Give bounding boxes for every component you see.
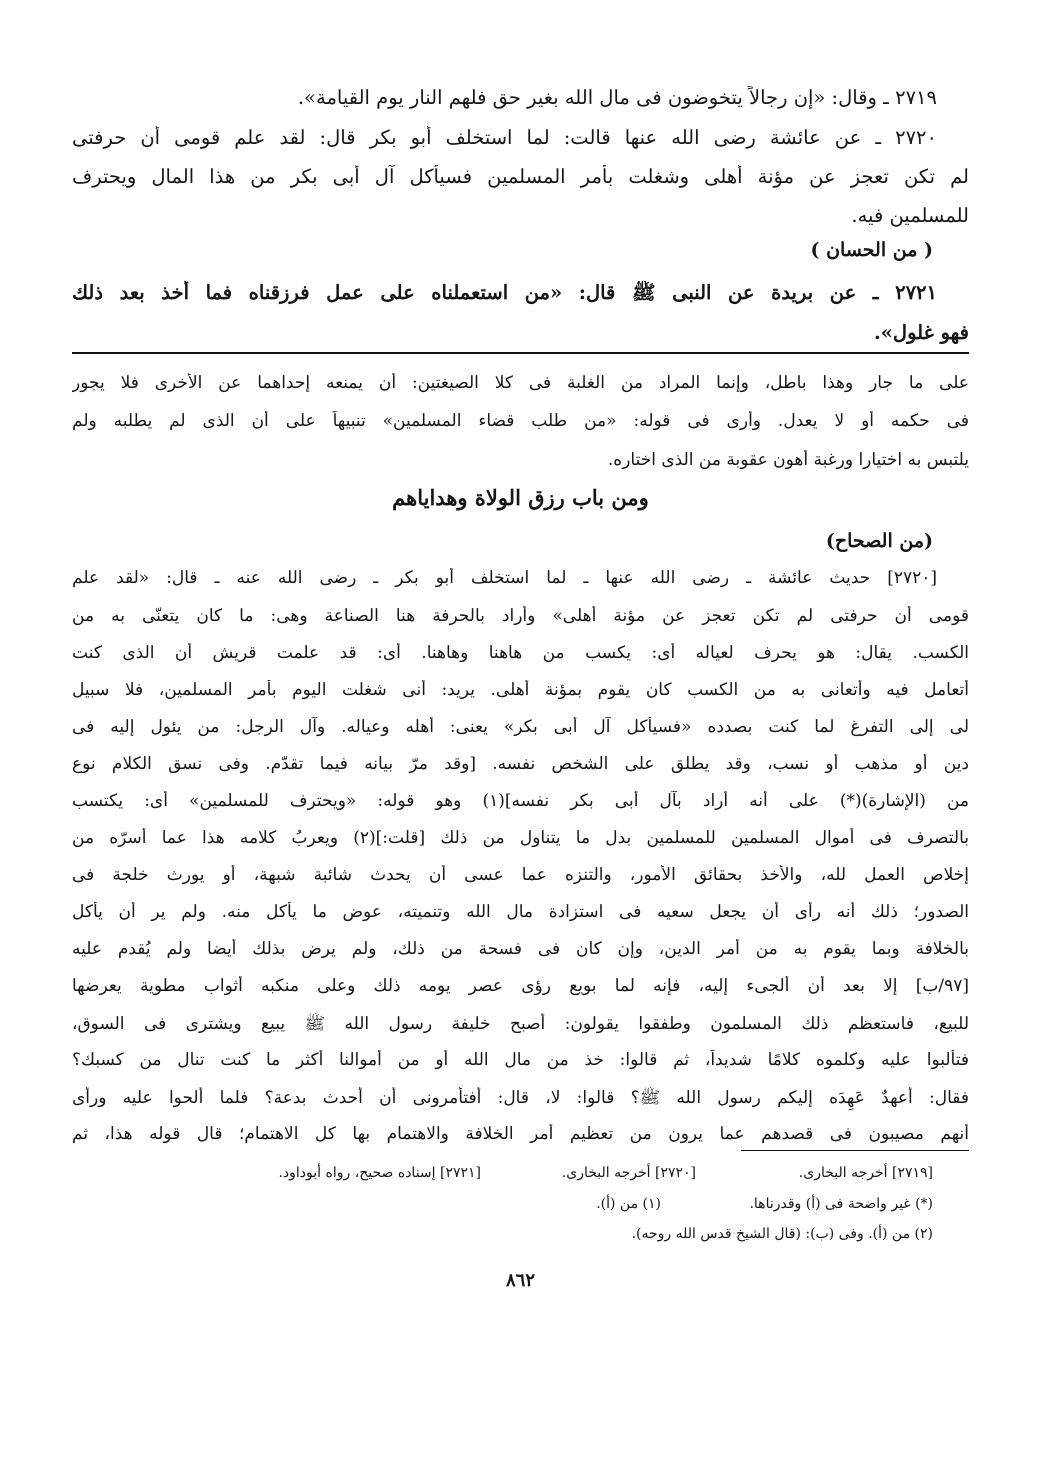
footnote-2720: [٢٧٢٠] أخرجه البخارى.	[561, 1165, 696, 1181]
footnote-2: (٢) من (أ). وفى (ب): (قال الشيخ قدس الله روحه).	[631, 1226, 933, 1242]
commentary-top-line-2: فى حكمه أو لا يعدل. وأرى فى قوله: «من طلب قضاء المسلمين» تنبيهاً على أن الذى لم يطلبه ولم	[72, 411, 969, 431]
commentary-line-5: لى إلى التفرغ لما كنت بصدده «فسيأكل آل أبى بكر» يعنى: أهله وعياله. وآل الرجل: من يئول إليه فى	[72, 717, 969, 737]
footnote-2719: [٢٧١٩] أخرجه البخارى.	[798, 1165, 933, 1181]
commentary-top-line-1: على ما جار وهذا باطل، وإنما المراد من الغلبة فى كلا الصيغتين: أن يمنعه إحداهما عن الأخرى فلا يجور	[72, 373, 969, 393]
footnote-star: (*) غير واضحة فى (أ) وقدرناها.	[749, 1196, 933, 1212]
commentary-line-7: من (الإشارة)(*) على أنه أراد بآل أبى بكر نفسه](١) وهو قوله: «ويحترف للمسلمين» أى: يكتسب	[72, 791, 969, 811]
commentary-line-1: [٢٧٢٠] حديث عائشة ـ رضى الله عنها ـ لما استخلف أبو بكر ـ رضى الله عنه ـ قال: «لقد علم	[72, 568, 937, 588]
hadith-2721-line-1: ٢٧٢١ ـ عن بريدة عن النبى ﷺ قال: «من استعملناه على عمل فرزقناه فما أخذ بعد ذلك	[72, 281, 937, 304]
commentary-line-13: للبيع، فاستعظم ذلك المسلمون وطفقوا يقولون: أصبح خليفة رسول الله ﷺ يبيع ويشترى فى السوق،	[72, 1014, 969, 1034]
commentary-line-11: بالخلافة وبما يقوم به من أمر الدين، وإن كان فى فسحة من ذلك، ولم يرض بذلك أيضا ولم يُقدم عليه	[72, 939, 969, 959]
footnote-2721: [٢٧٢١] إسناده صحيح، رواه أبوداود.	[278, 1165, 481, 1181]
commentary-line-12: [٩٧/ب] إلا بعد أن ألجىء إليه، فإنه لما بويع رؤى عصر يومه ذلك وعلى منكبه أثواب مطوية يعرضها	[72, 976, 969, 996]
hisan-heading: ( من الحسان )	[810, 239, 933, 261]
hadith-2721-line-2: فهو غلول».	[873, 321, 969, 344]
hadith-2720-line-1: ٢٧٢٠ ـ عن عائشة رضى الله عنها قالت: لما استخلف أبو بكر قال: لقد علم قومى أن حرفتى	[72, 126, 937, 149]
commentary-line-3: الكسب. يقال: هو يحرف لعياله أى: يكسب من هاهنا وهاهنا. أى: قد علمت قريش أن الذى كنت	[72, 643, 969, 663]
hadith-2719: ٢٧١٩ ـ وقال: «إن رجالاً يتخوضون فى مال الله بغير حق فلهم النار يوم القيامة».	[297, 86, 937, 109]
commentary-line-14: فتألبوا عليه وكلموه كلامًا شديداً، ثم قالوا: خذ من مال الله أو من أموالنا أكثر ما كنت تنال من كسبك؟	[72, 1050, 969, 1070]
hadith-2720-line-3: للمسلمين فيه.	[851, 204, 969, 227]
commentary-line-9: إخلاص العمل لله، والأخذ بحقائق الأمور، والتنزه عما عسى أن يحدث شائبة شبهة، أو يورث خلجة فى	[72, 865, 969, 885]
commentary-line-2: قومى أن حرفتى لم تكن تعجز عن مؤنة أهلى» وأراد بالحرفة هنا الصناعة وهى: ما كان يتعنّى به من	[72, 606, 969, 626]
commentary-line-15: فقال: أعهدٌ عَهِدَه إليكم رسول الله ﷺ؟ قالوا: لا، قال: أفتأمرونى أن أحدث بدعة؟ فلما ألحوا عليه ورأى	[72, 1088, 969, 1108]
commentary-line-8: بالتصرف فى أموال المسلمين للمسلمين بدل ما يتناول من ذلك [قلت:](٢) ويعربُ كلامه هذا عما أسرّه من	[72, 828, 969, 848]
commentary-top-line-3: يلتبس به اختيارا ورغبة أهون عقوبة من الذى اختاره.	[607, 450, 969, 470]
sihah-heading: (من الصحاح)	[825, 530, 933, 552]
footnote-1: (١) من (أ).	[596, 1196, 661, 1212]
footnote-separator-rule	[741, 1150, 969, 1151]
commentary-line-16: أنهم مصيبون فى قصدهم عما يرون من تعظيم أمر الخلافة والاهتمام بها كل الاهتمام؛ قال قوله هذا، ثم	[72, 1124, 969, 1144]
chapter-title: ومن باب رزق الولاة وهداياهم	[392, 485, 649, 510]
commentary-line-6: دين أو مذهب أو نسب، وقد يطلق على الشخص نفسه. [وقد مرّ بيانه فيما تقدّم. وفى نسق الكلام نوع	[72, 754, 969, 774]
commentary-line-10: الصدور؛ ذلك أنه رأى أن يجعل سعيه فى استزادة مال الله وتنميته، عوض ما يأكل منه. ولم ير أن يأكل	[72, 902, 969, 922]
page-number: ٨٦٢	[505, 1270, 535, 1291]
hadith-2720-line-2: لم تكن تعجز عن مؤنة أهلى وشغلت بأمر المسلمين فسيأكل آل أبى بكر من هذا المال ويحترف	[72, 165, 969, 188]
commentary-line-4: أتعامل فيه وأتعانى به من الكسب كان يقوم بمؤنة أهلى. يريد: أنى شغلت اليوم بأمر المسلمين، فلا سبيل	[72, 680, 969, 700]
text-separator-rule	[72, 352, 969, 354]
